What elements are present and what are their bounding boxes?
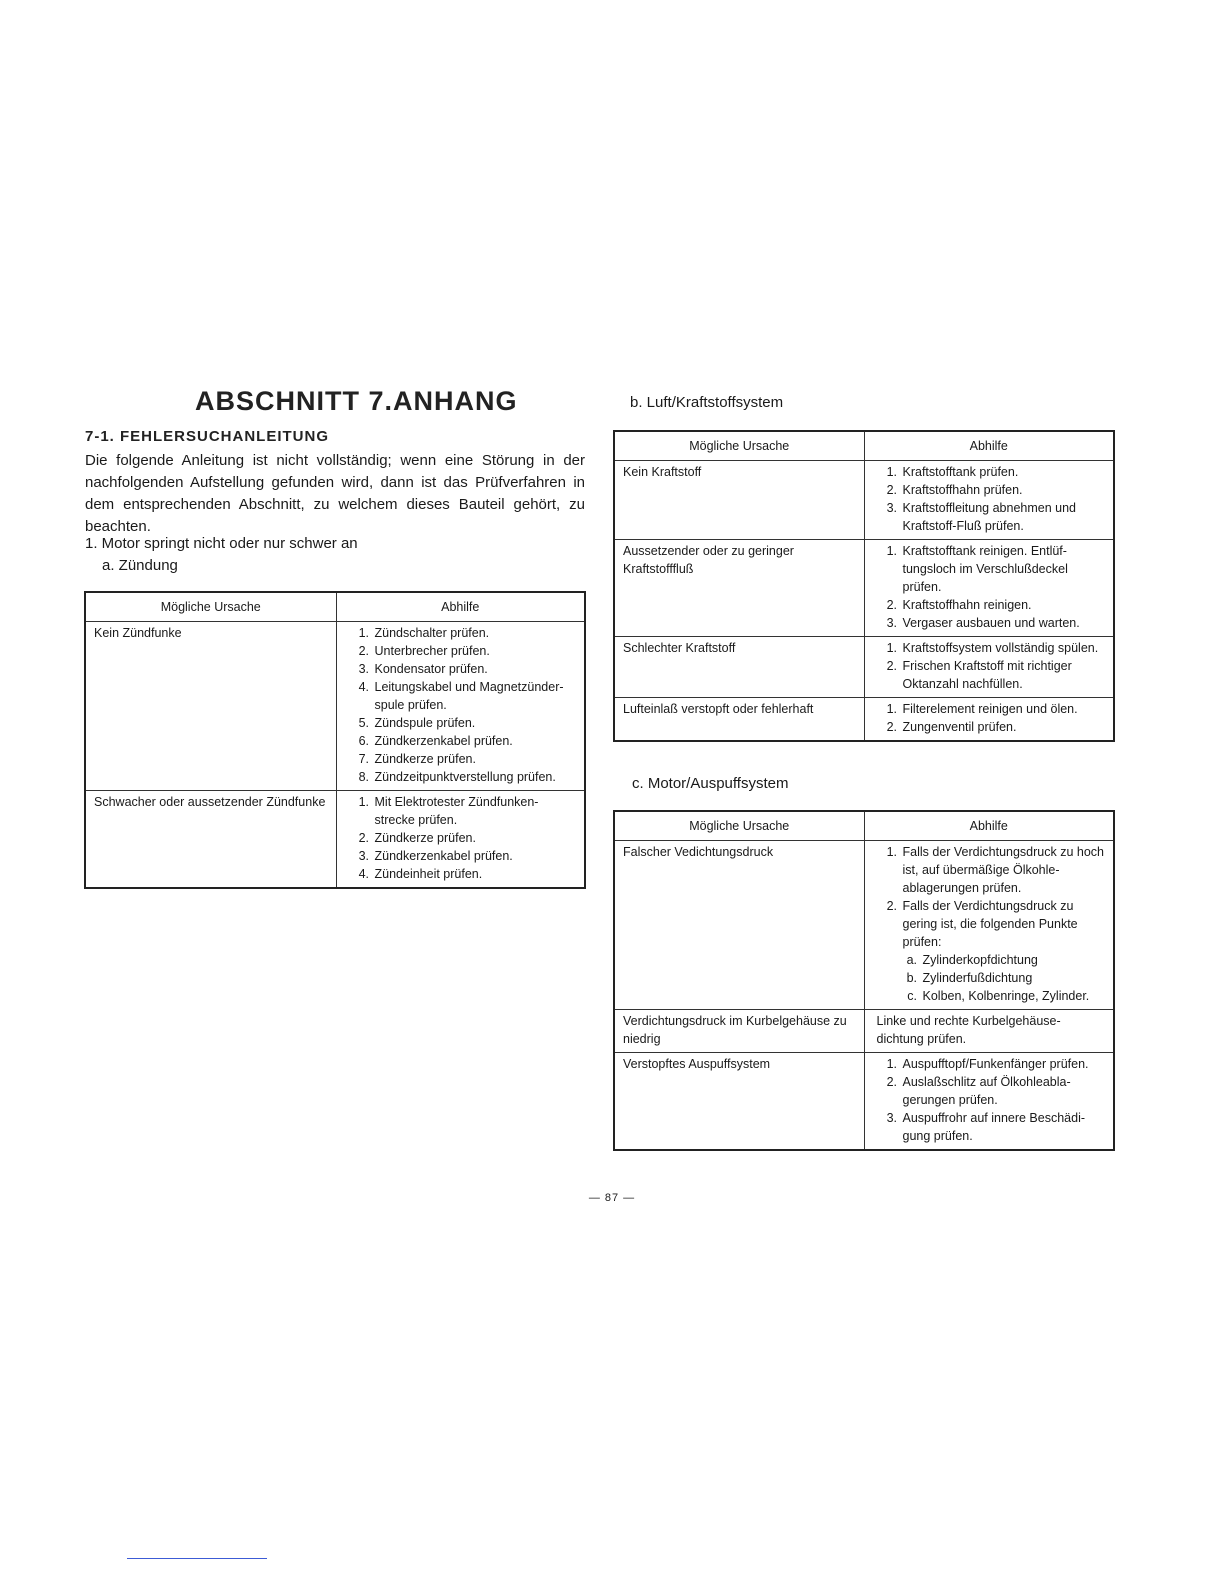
remedy-cell (864, 540, 1114, 637)
remedy-cell (336, 791, 585, 889)
subheading-ignition: a. Zündung (102, 557, 178, 574)
engine-exhaust-table (613, 810, 1115, 1151)
remedy-item: 1. Mit Elektrotester Zündfunken-strecke prüfen. (373, 793, 579, 829)
problem-heading: 1. Motor springt nicht oder nur schwer an (85, 535, 358, 552)
cause-cell: Lufteinlaß verstopft oder fehlerhaft (614, 698, 864, 742)
remedy-cell (864, 461, 1114, 540)
table-row (85, 622, 585, 791)
table-header-row (85, 592, 585, 622)
header-cause: Mögliche Ursache (85, 592, 336, 622)
remedy-cell (864, 1010, 1114, 1053)
remedy-text: Linke und rechte Kurbelgehäuse-dichtung prüfen. (876, 1014, 1061, 1046)
table-row (614, 698, 1114, 742)
remedy-item: 3. Vergaser ausbauen und warten. (901, 614, 1108, 632)
remedy-item: 3. Auspuffrohr auf innere Beschädi-gung prüfen. (901, 1109, 1108, 1145)
remedy-item: 1. Falls der Verdichtungsdruck zu hoch ist, auf übermäßige Ölkohle-ablagerungen prüfen. (901, 843, 1108, 897)
page-number: — 87 — (588, 1192, 636, 1204)
remedy-item: 3. Zündkerzenkabel prüfen. (373, 847, 579, 865)
remedy-item: 2. Frischen Kraftstoff mit richtiger Oktanzahl nachfüllen. (901, 657, 1108, 693)
remedy-list (869, 463, 1108, 535)
remedy-item: 2. Kraftstoffhahn prüfen. (901, 481, 1108, 499)
remedy-item: 8. Zündzeitpunktverstellung prüfen. (373, 768, 579, 786)
remedy-list (341, 793, 579, 883)
remedy-item: 2. Unterbrecher prüfen. (373, 642, 579, 660)
cause-cell: Verstopftes Auspuffsystem (614, 1053, 864, 1151)
remedy-item: 1. Kraftstoffsystem vollständig spülen. (901, 639, 1108, 657)
remedy-item: 1. Auspufftopf/Funkenfänger prüfen. (901, 1055, 1108, 1073)
table-row (614, 637, 1114, 698)
fuel-system-table (613, 430, 1115, 742)
check-point: b. Zylinderfußdichtung (921, 969, 1108, 987)
remedy-item: 7. Zündkerze prüfen. (373, 750, 579, 768)
header-remedy: Abhilfe (336, 592, 585, 622)
remedy-item: 5. Zündspule prüfen. (373, 714, 579, 732)
remedy-list (341, 624, 579, 786)
header-cause: Mögliche Ursache (614, 811, 864, 841)
table-row (614, 1053, 1114, 1151)
remedy-item: 3. Kondensator prüfen. (373, 660, 579, 678)
remedy-cell (864, 637, 1114, 698)
header-remedy: Abhilfe (864, 811, 1114, 841)
remedy-item: 1. Zündschalter prüfen. (373, 624, 579, 642)
remedy-cell (864, 1053, 1114, 1151)
table-header-row (614, 811, 1114, 841)
remedy-item (901, 897, 1108, 1005)
remedy-item: 1. Kraftstofftank reinigen. Entlüf-tungsloch im Verschlußdeckel prüfen. (901, 542, 1108, 596)
remedy-item: 2. Auslaßschlitz auf Ölkohleabla-gerungen prüfen. (901, 1073, 1108, 1109)
check-point: a. Zylinderkopfdichtung (921, 951, 1108, 969)
cause-cell: Verdichtungsdruck im Kurbelgehäuse zu niedrig (614, 1010, 864, 1053)
table-row (614, 540, 1114, 637)
remedy-list (869, 700, 1108, 736)
cause-cell: Aussetzender oder zu geringer Kraftstofffluß (614, 540, 864, 637)
remedy-item: 2. Zungenventil prüfen. (901, 718, 1108, 736)
cause-cell: Schwacher oder aussetzender Zündfunke (85, 791, 336, 889)
remedy-item: 3. Kraftstoffleitung abnehmen und Kraftstoff-Fluß prüfen. (901, 499, 1108, 535)
remedy-list (869, 843, 1108, 1005)
page-title: ABSCHNITT 7.ANHANG (195, 386, 518, 416)
remedy-cell (336, 622, 585, 791)
table-row (614, 841, 1114, 1010)
remedy-cell (864, 698, 1114, 742)
cause-cell: Falscher Vedichtungsdruck (614, 841, 864, 1010)
table-row (614, 461, 1114, 540)
remedy-item: 1. Kraftstofftank prüfen. (901, 463, 1108, 481)
table-row (85, 791, 585, 889)
ignition-table (84, 591, 586, 889)
cause-cell: Schlechter Kraftstoff (614, 637, 864, 698)
remedy-cell (864, 841, 1114, 1010)
check-point: c. Kolben, Kolbenringe, Zylinder. (921, 987, 1108, 1005)
subheading-engine-exhaust: c. Motor/Auspuffsystem (632, 775, 789, 792)
footer-divider (127, 1558, 267, 1559)
intro-paragraph: Die folgende Anleitung ist nicht vollständig; wenn eine Störung in der nachfolgenden Aufstellung gefunden wird, dann ist das Prüfverfahren in dem entsprechenden Abschnitt, zu welchem dieses Bauteil gehört, zu beachten. (85, 452, 585, 535)
cause-cell: Kein Kraftstoff (614, 461, 864, 540)
section-heading: 7-1. FEHLERSUCHANLEITUNG (85, 428, 330, 445)
remedy-item: 2. Zündkerze prüfen. (373, 829, 579, 847)
check-points-list (903, 951, 1108, 1005)
header-remedy: Abhilfe (864, 431, 1114, 461)
remedy-item: 4. Zündeinheit prüfen. (373, 865, 579, 883)
table-header-row (614, 431, 1114, 461)
remedy-item: 1. Filterelement reinigen und ölen. (901, 700, 1108, 718)
subheading-fuel-system: b. Luft/Kraftstoffsystem (630, 394, 784, 411)
remedy-list (869, 542, 1108, 632)
remedy-item: 4. Leitungskabel und Magnetzünder-spule prüfen. (373, 678, 579, 714)
header-cause: Mögliche Ursache (614, 431, 864, 461)
cause-cell: Kein Zündfunke (85, 622, 336, 791)
remedy-list (869, 1055, 1108, 1145)
remedy-item-text: Falls der Verdichtungsdruck zu gering ist, die folgenden Punkte prüfen: (902, 899, 1078, 949)
remedy-list (869, 639, 1108, 693)
table-row (614, 1010, 1114, 1053)
remedy-item: 2. Kraftstoffhahn reinigen. (901, 596, 1108, 614)
remedy-item: 6. Zündkerzenkabel prüfen. (373, 732, 579, 750)
